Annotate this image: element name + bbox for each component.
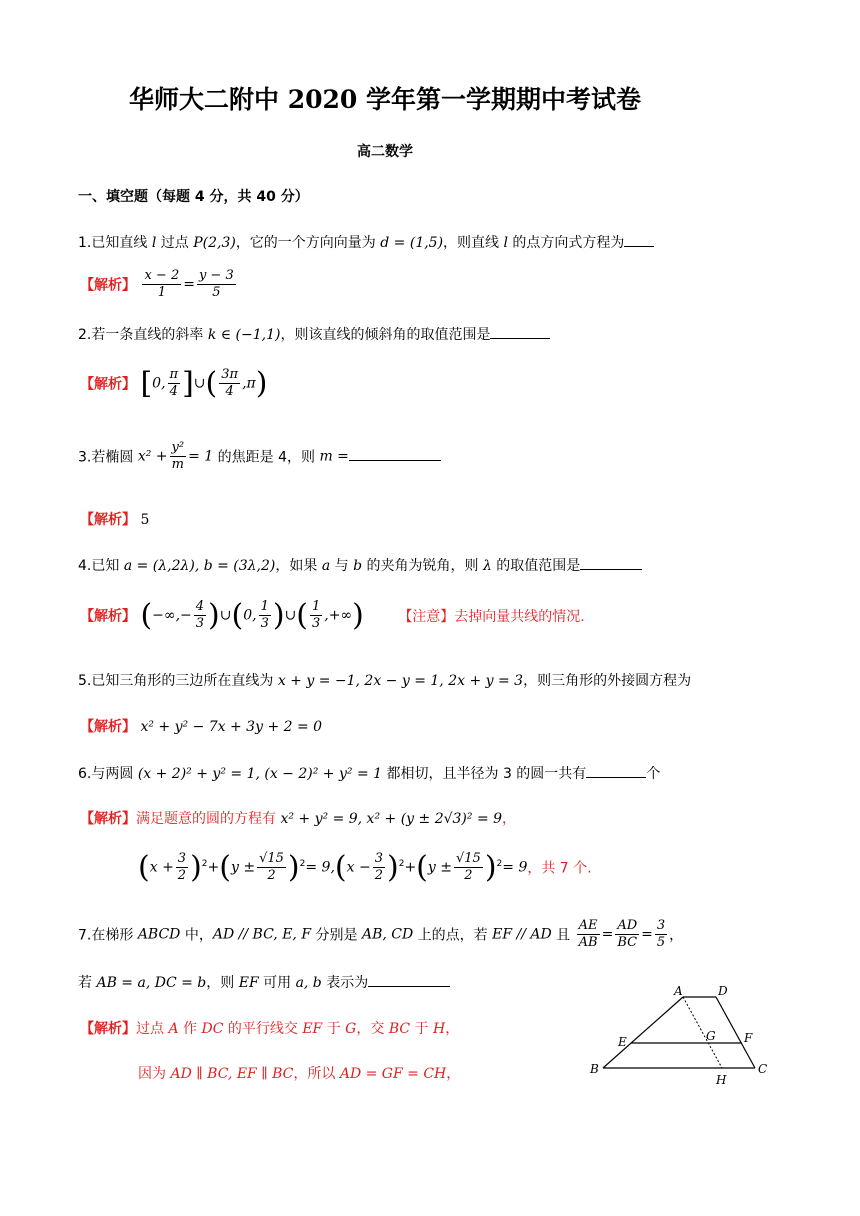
answer-label: 【解析】 — [80, 512, 136, 528]
fraction-numerator: 3π — [221, 367, 239, 382]
answer-text: 于 — [410, 1021, 433, 1037]
answer-text: ，共 7 个. — [527, 860, 592, 877]
label-c: C — [758, 1062, 768, 1076]
fraction-denominator: 3 — [260, 616, 269, 631]
fraction-numerator: 1 — [260, 599, 269, 614]
fraction-denominator: 4 — [169, 384, 178, 399]
label-e: E — [618, 1035, 627, 1049]
q3-math: = 1 — [188, 448, 214, 465]
fraction-denominator: 2 — [374, 868, 383, 883]
fraction-denominator: 5 — [212, 285, 221, 300]
answer-math: AD = GF = CH — [339, 1066, 447, 1082]
question-7-line-2 — [78, 972, 450, 992]
fraction-denominator: AB — [578, 935, 598, 950]
q2-math: k ∈ (−1,1) — [207, 327, 281, 343]
answer-6-line-2: (x + $\frac{3}{2}$ )$^2$+(y ± $\frac{√15}{2}$ )$^2$= 9,(x − $\frac{3}{2}$ )$^2$+(y ± $\frac{√15}{2}$ )$^2$= 9，共 7 个. — [138, 850, 592, 885]
q4-math: a — [321, 558, 331, 574]
answer-text: 于 — [322, 1021, 346, 1037]
fraction — [373, 851, 385, 884]
fraction-numerator: 3 — [177, 851, 187, 866]
math-text: 0, — [243, 607, 257, 624]
fraction-numerator: 3 — [656, 918, 666, 933]
q4-math: b — [353, 558, 363, 574]
answer-label: 【解析】 — [80, 608, 136, 625]
math-text: = 9, — [305, 859, 335, 876]
fraction-numerator: y − 3 — [198, 268, 234, 283]
q4-text: 与 — [330, 558, 354, 574]
q4-math: a = (λ,2λ), b = (3λ,2) — [123, 558, 276, 574]
q1-text: 1.已知直线 — [78, 235, 152, 251]
q7-math: AD // BC, E, F — [212, 926, 312, 943]
answer-label: 【解析】 — [80, 376, 136, 393]
fraction-denominator: 2 — [177, 868, 187, 883]
answer-6 — [80, 808, 516, 828]
math-text: ,π — [242, 375, 256, 392]
answer-value: x² + y² − 7x + 3y + 2 = 0 — [140, 719, 323, 735]
q3-text: 3.若椭圆 — [78, 449, 138, 466]
q7-text: 中， — [180, 927, 213, 944]
label-f: F — [744, 1031, 753, 1045]
answer-blank — [624, 232, 654, 247]
math-text: x − — [346, 859, 371, 876]
label-a: A — [674, 984, 683, 998]
q1-math: l — [503, 235, 508, 251]
fraction — [257, 851, 286, 884]
q7-math: = — [641, 926, 653, 943]
fraction — [577, 918, 600, 951]
note-text: 【注意】去掉向量共线的情况. — [398, 608, 585, 625]
q1-math: l — [151, 235, 157, 251]
fraction-numerator: √15 — [455, 851, 481, 866]
q7-text: ，则 — [206, 975, 239, 991]
answer-math: EF — [302, 1021, 323, 1037]
fraction — [142, 268, 181, 301]
q3-math: x² + — [137, 448, 168, 465]
question-3 — [78, 440, 441, 473]
question-1 — [78, 232, 654, 252]
answer-blank — [349, 446, 441, 461]
answer-math: G — [345, 1021, 357, 1037]
answer-blank — [490, 324, 550, 339]
fraction — [170, 440, 187, 473]
answer-label: 【解析】 — [80, 719, 136, 735]
fraction-denominator: 3 — [195, 616, 205, 631]
answer-math: AD ∥ BC, EF ∥ BC — [170, 1066, 294, 1082]
q7-text: 可用 — [258, 975, 296, 991]
fraction-denominator: 3 — [312, 616, 321, 631]
answer-text: 因为 — [138, 1066, 171, 1082]
fraction-denominator: 5 — [656, 935, 666, 950]
answer-label: 【解析】 — [80, 1021, 136, 1037]
fraction — [176, 851, 188, 884]
question-7 — [78, 918, 683, 951]
answer-math: A — [168, 1021, 179, 1037]
fraction-denominator: 1 — [157, 285, 166, 300]
answer-5 — [80, 716, 322, 736]
math-text: ,+∞ — [324, 607, 353, 624]
fraction-denominator: BC — [617, 935, 638, 950]
fraction-numerator: 1 — [312, 599, 321, 614]
q7-math: = — [601, 926, 614, 943]
fraction-denominator: 2 — [464, 868, 473, 883]
question-4 — [78, 555, 642, 575]
q1-text: ，则直线 — [443, 235, 504, 251]
q5-math: x + y = −1, 2x − y = 1, 2x + y = 3 — [277, 673, 524, 689]
answer-math: BC — [388, 1021, 411, 1037]
q1-math: P(2,3) — [193, 235, 236, 251]
fraction — [219, 367, 240, 400]
answer-value: 5 — [140, 512, 150, 528]
answer-7-line-2 — [138, 1063, 460, 1083]
q1-math: d = (1,5) — [380, 235, 444, 251]
union-symbol: ∪ — [193, 375, 206, 392]
fraction — [454, 851, 483, 884]
q1-text: 过点 — [156, 235, 194, 251]
answer-text: 的平行线交 — [223, 1021, 303, 1037]
math-text: y ± — [230, 859, 256, 876]
fraction — [259, 599, 271, 632]
q6-text: 个 — [646, 766, 661, 782]
question-2 — [78, 324, 550, 344]
fraction-denominator: m — [171, 457, 184, 472]
q4-text: ，如果 — [275, 558, 322, 574]
trapezoid-figure — [580, 980, 780, 1090]
q3-math: m = — [319, 448, 349, 465]
answer-text: ， — [446, 1066, 461, 1082]
fraction-numerator: AD — [617, 918, 638, 933]
q4-text: 的取值范围是 — [491, 558, 581, 574]
q7-math: EF — [238, 975, 259, 991]
answer-1 — [80, 268, 238, 301]
q4-text: 的夹角为锐角，则 — [362, 558, 483, 574]
q2-text: ，则该直线的倾斜角的取值范围是 — [280, 327, 491, 343]
q5-text: ，则三角形的外接圆方程为 — [523, 673, 692, 689]
exam-title: 华师大二附中 2020 学年第一学期期中考试卷 — [129, 85, 641, 114]
label-h: H — [716, 1073, 727, 1087]
q5-text: 5.已知三角形的三边所在直线为 — [78, 673, 278, 689]
q7-math: AB = a, DC = b — [96, 975, 207, 991]
fraction-numerator: x − 2 — [144, 268, 180, 283]
fraction-numerator: 3 — [374, 851, 383, 866]
answer-3 — [80, 509, 149, 529]
math-text: 0, — [152, 375, 166, 392]
question-6 — [78, 763, 660, 783]
q7-text: 表示为 — [321, 975, 369, 991]
q6-text: 6.与两圆 — [78, 766, 138, 782]
answer-4: 【解析】 (−∞,− $\frac{4}{3}$ )∪(0, $\frac{1}{3}$ )∪( $\frac{1}{3}$ ,+∞) 【注意】去掉向量共线的情况. — [80, 598, 585, 633]
answer-2: 【解析】 [0, $\frac{\pi}{4}$ ]∪( $\frac{3\pi}{4}$ ,π) — [80, 366, 268, 401]
math-text: −∞,− — [152, 607, 192, 624]
answer-7 — [80, 1018, 459, 1038]
answer-blank — [580, 555, 642, 570]
math-text: y ± — [427, 859, 452, 876]
q7-text: 分别是 — [311, 927, 362, 944]
label-d: D — [718, 984, 728, 998]
answer-blank — [586, 763, 646, 778]
answer-math: x² + y² = 9, x² + (y ± 2√3)² = 9 — [280, 811, 503, 827]
q2-text: 2.若一条直线的斜率 — [78, 327, 208, 343]
answer-text: 过点 — [136, 1021, 169, 1037]
fraction-numerator: π — [169, 367, 179, 382]
math-text: x + — [149, 859, 174, 876]
fraction-numerator: 4 — [195, 599, 205, 614]
q7-text: 且 — [551, 927, 575, 944]
answer-text: ，所以 — [293, 1066, 340, 1082]
fraction — [168, 367, 181, 400]
q7-math: a, b — [295, 975, 322, 991]
fraction — [615, 918, 639, 951]
answer-math: H — [432, 1021, 446, 1037]
equals: = — [183, 276, 195, 293]
q7-text: 上的点，若 — [413, 927, 493, 944]
q7-math: AB, CD — [361, 926, 414, 943]
answer-text: ，交 — [356, 1021, 389, 1037]
q1-text: 的点方向式方程为 — [507, 235, 625, 251]
question-5 — [78, 670, 691, 690]
answer-label: 【解析】 — [80, 811, 136, 827]
fraction-numerator: y² — [171, 440, 185, 455]
q1-text: ，它的一个方向向量为 — [235, 235, 381, 251]
q7-text: ， — [669, 927, 684, 944]
fraction — [197, 268, 236, 301]
q4-text: 4.已知 — [78, 558, 124, 574]
answer-text: ， — [502, 811, 517, 827]
label-b: B — [590, 1062, 599, 1076]
q7-text: 7.在梯形 — [78, 927, 138, 944]
fraction-numerator: √15 — [259, 851, 284, 866]
q4-math: λ — [482, 558, 492, 574]
q6-math: (x + 2)² + y² = 1, (x − 2)² + y² = 1 — [137, 766, 383, 782]
fraction — [655, 918, 667, 951]
fraction — [310, 599, 322, 632]
fraction-denominator: 2 — [267, 868, 276, 883]
section-heading: 一、填空题（每题 4 分，共 40 分） — [78, 189, 309, 205]
segment-ah — [683, 997, 722, 1068]
answer-blank — [368, 972, 450, 987]
fraction — [194, 599, 206, 632]
exam-subtitle: 高二数学 — [357, 144, 413, 160]
q3-text: 的焦距是 4，则 — [213, 449, 320, 466]
math-text: = 9 — [502, 859, 528, 876]
edge-ab — [603, 997, 683, 1068]
fraction-denominator: 4 — [225, 384, 234, 399]
answer-text: ， — [445, 1021, 460, 1037]
q7-math: ABCD — [137, 926, 181, 943]
answer-label: 【解析】 — [80, 277, 136, 294]
q7-math: EF // AD — [492, 926, 552, 943]
q6-text: 都相切，且半径为 3 的圆一共有 — [382, 766, 587, 782]
label-g: G — [706, 1029, 716, 1043]
fraction-numerator: AE — [578, 918, 598, 933]
answer-text: 满足题意的圆的方程有 — [136, 811, 281, 827]
answer-math: DC — [201, 1021, 224, 1037]
answer-text: 作 — [178, 1021, 202, 1037]
q7-text: 若 — [78, 975, 97, 991]
